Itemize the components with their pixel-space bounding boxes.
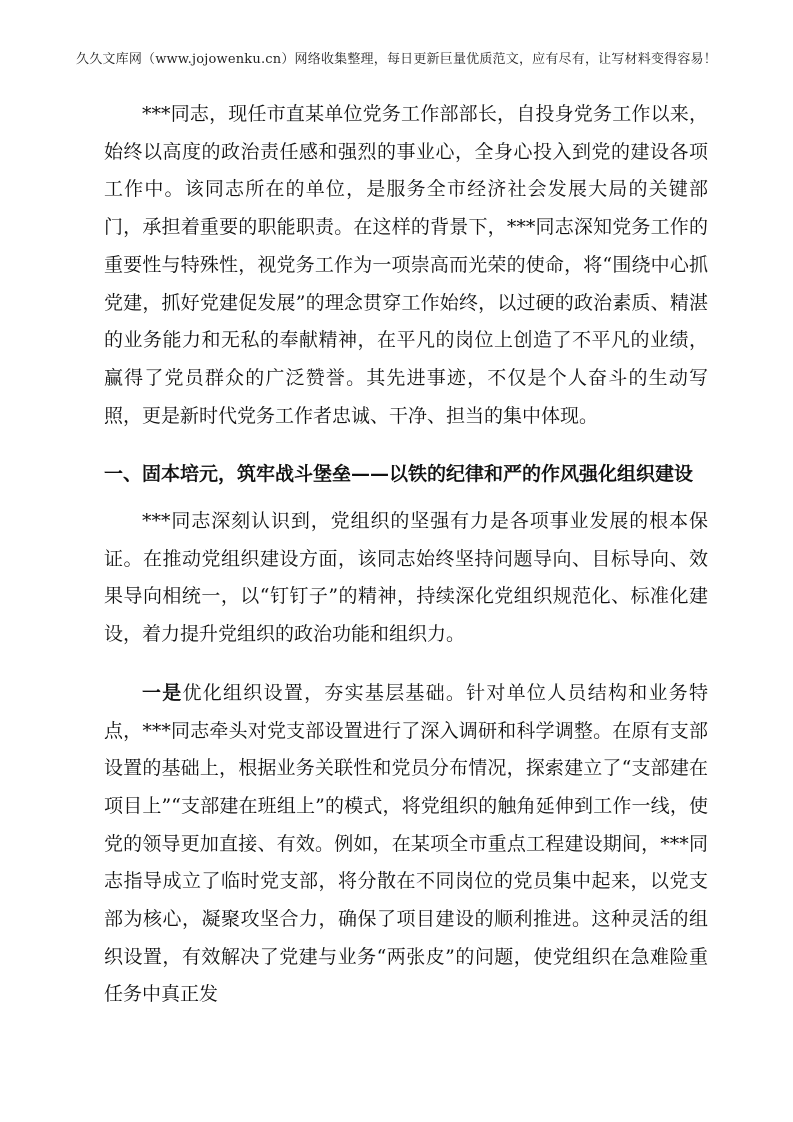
point-paragraph	[104, 675, 708, 1014]
section-paragraph: ***同志深刻认识到，党组织的坚强有力是各项事业发展的根本保证。在推动党组织建设方面，该同志始终坚持问题导向、目标导向、效果导向相统一，以“钉钉子”的精神，持续深化党组织规范化、标准化建设，着力提升党组织的政治功能和组织力。	[104, 510, 708, 646]
page-header-banner: 久久文库网（www.jojowenku.cn）网络收集整理，每日更新巨量优质范文，应有尽有，让写材料变得容易！	[76, 52, 717, 67]
intro-paragraph: ***同志，现任市直某单位党务工作部部长，自投身党务工作以来，始终以高度的政治责任感和强烈的事业心，全身心投入到党的建设各项工作中。该同志所在的单位，是服务全市经济社会发展大局的关键部门，承担着重要的职能职责。在这样的背景下，***同志深知党务工作的重要性与特殊性，视党务工作为一项崇高而光荣的使命，将“围绕中心抓党建，抓好党建促发展”的理念贯穿工作始终，以过硬的政治素质、精湛的业务能力和无私的奉献精神，在平凡的岗位上创造了不平凡的业绩，赢得了党员群众的广泛赞誉。其先进事迹，不仅是个人奋斗的生动写照，更是新时代党务工作者忠诚、干净、担当的集中体现。	[104, 103, 708, 427]
point-lead: 一是	[142, 681, 183, 704]
section-heading: 一、固本培元，筑牢战斗堡垒——以铁的纪律和严的作风强化组织建设	[104, 463, 694, 486]
document-body	[104, 96, 708, 1035]
point-body: 优化组织设置，夯实基层基础。针对单位人员结构和业务特点，***同志牵头对党支部设置进行了深入调研和科学调整。在原有支部设置的基础上，根据业务关联性和党员分布情况，探索建立了“支部建在项目上”“支部建在班组上”的模式，将党组织的触角延伸到工作一线，使党的领导更加直接、有效。例如，在某项全市重点工程建设期间，***同志指导成立了临时党支部，将分散在不同岗位的党员集中起来，以党支部为核心，凝聚攻坚合力，确保了项目建设的顺利推进。这种灵活的组织设置，有效解决了党建与业务“两张皮”的问题，使党组织在急难险重任务中真正发	[104, 681, 708, 1006]
